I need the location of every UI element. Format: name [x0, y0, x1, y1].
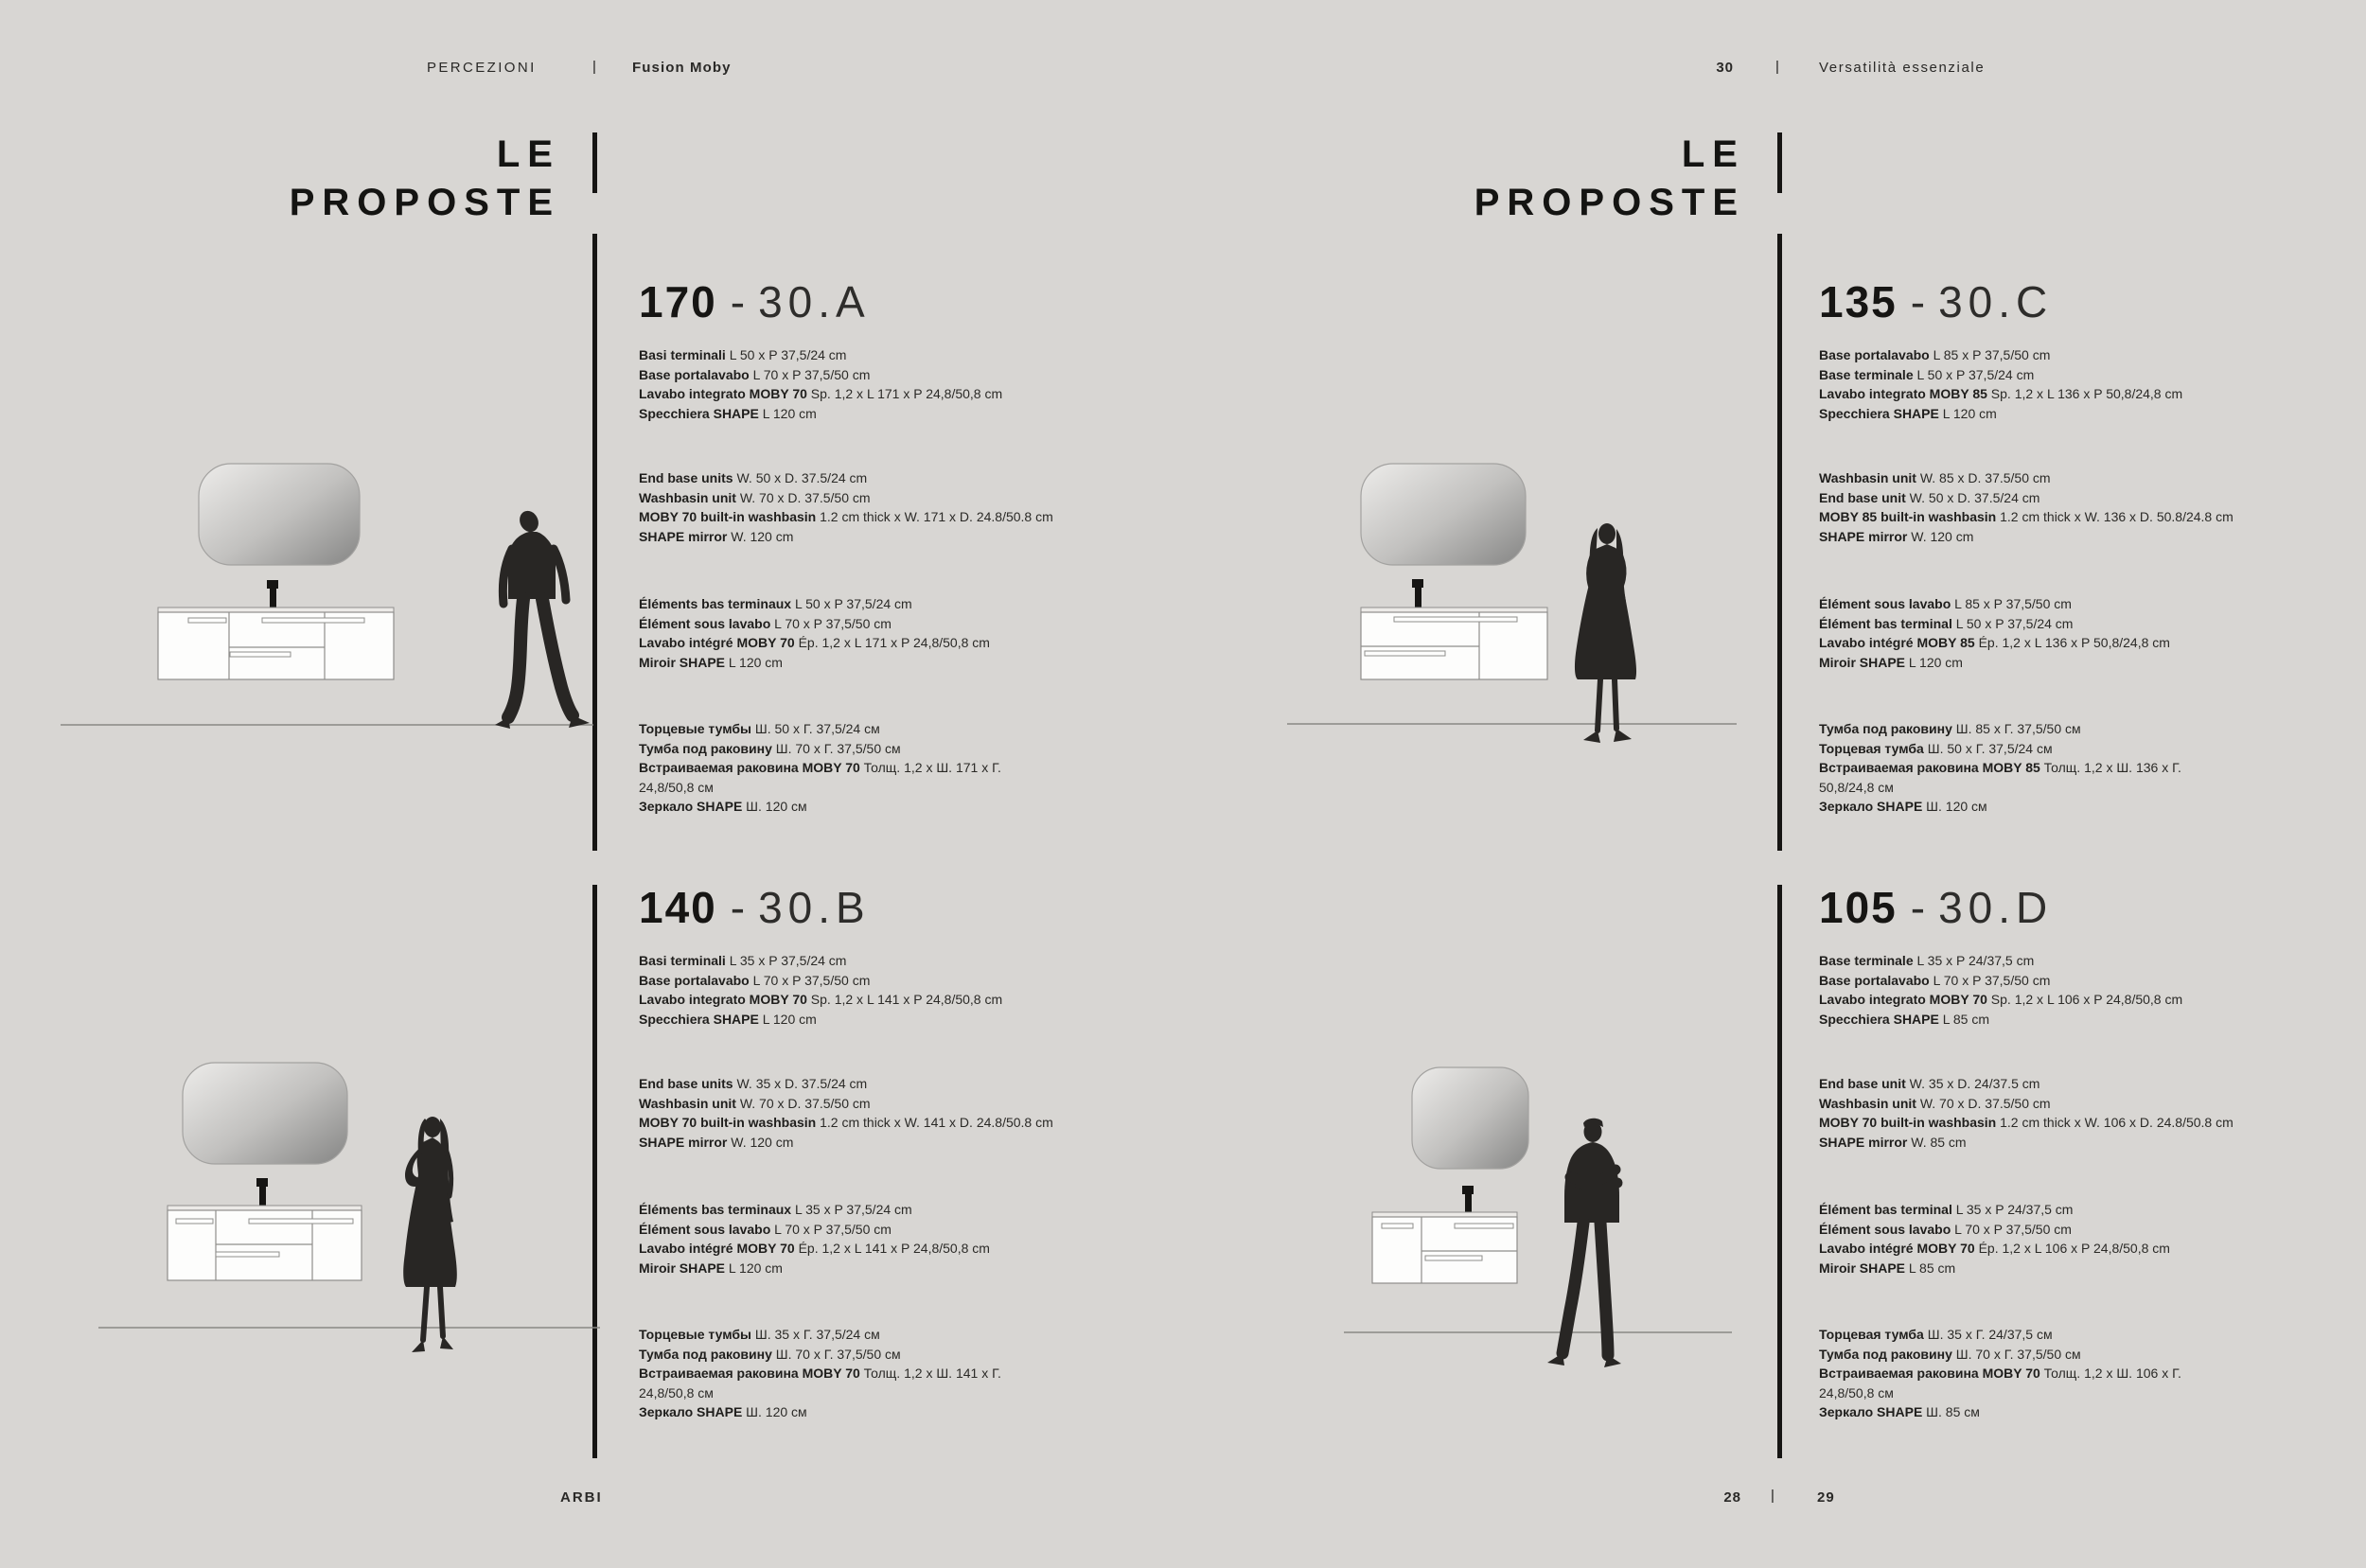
- spec-value: L 70 x P 37,5/50 cm: [1929, 972, 2051, 988]
- specs-french: [1819, 594, 2240, 672]
- spec-line: [1819, 653, 2240, 673]
- proposal-size: 135: [1819, 277, 1898, 326]
- spec-value: W. 70 x D. 37.5/50 cm: [735, 489, 871, 505]
- spec-line: [1819, 404, 2240, 424]
- spec-line: [639, 1325, 1060, 1345]
- spec-value: L 70 x P 37,5/50 cm: [770, 615, 892, 631]
- proposal-30b: [639, 883, 1060, 1472]
- spec-value: Ш. 70 х Г. 37,5/50 см: [771, 1346, 901, 1362]
- specs-french: [639, 594, 1060, 672]
- spec-label: SHAPE mirror: [1819, 528, 1908, 544]
- spec-value: L 50 x P 37,5/24 cm: [1951, 615, 2074, 631]
- spec-value: Ш. 35 х Г. 24/37,5 см: [1923, 1327, 2053, 1342]
- spec-label: MOBY 70 built-in washbasin: [639, 1115, 817, 1130]
- spec-line: [639, 527, 1060, 547]
- illustration-30a: [61, 445, 595, 766]
- footer-separator: |: [1771, 1488, 1774, 1504]
- lede-line2: PROPOSTE: [289, 182, 560, 223]
- spec-value: L 70 x P 37,5/50 cm: [770, 1221, 892, 1237]
- spec-value: Толщ. 1,2 х Ш. 106 х Г. 24,8/50,8 см: [1819, 1365, 2181, 1401]
- spec-label: Base portalavabo: [639, 972, 750, 988]
- spec-value: Ш. 85 см: [1922, 1404, 1980, 1419]
- specs-english: [1819, 468, 2240, 546]
- spec-value: Толщ. 1,2 х Ш. 171 х Г. 24,8/50,8 см: [639, 760, 1001, 795]
- specs-english: [639, 468, 1060, 546]
- spec-label: MOBY 70 built-in washbasin: [639, 509, 817, 524]
- header-separator-right: |: [1775, 59, 1779, 75]
- spec-line: [639, 1200, 1060, 1220]
- lede-line1: LE: [496, 133, 560, 175]
- spec-line: [639, 633, 1060, 653]
- spec-line: [639, 1345, 1060, 1365]
- proposal-dash: -: [1910, 883, 1926, 932]
- spec-value: L 50 x P 37,5/24 cm: [1913, 366, 2035, 382]
- spec-line: [1819, 1402, 2240, 1422]
- spec-value: Ш. 70 х Г. 37,5/50 см: [771, 740, 901, 756]
- specs-russian: [639, 1325, 1060, 1422]
- spec-line: [639, 1010, 1060, 1030]
- spec-value: L 120 cm: [1905, 654, 1963, 670]
- spec-line: [639, 1133, 1060, 1153]
- spec-value: W. 120 cm: [727, 1134, 794, 1150]
- spec-label: Washbasin unit: [639, 1095, 736, 1111]
- spec-label: Élément sous lavabo: [639, 1221, 771, 1237]
- proposal-size: 170: [639, 277, 717, 326]
- figure-woman-standing: [1575, 523, 1636, 743]
- spec-value: Ш. 35 х Г. 37,5/24 см: [751, 1327, 880, 1342]
- spec-value: Sp. 1,2 x L 136 x P 50,8/24,8 cm: [1986, 386, 2183, 401]
- spec-value: Ш. 50 х Г. 37,5/24 см: [1923, 740, 2053, 756]
- spec-label: Base terminale: [1819, 366, 1914, 382]
- spec-line: [1819, 633, 2240, 653]
- spec-label: Washbasin unit: [639, 489, 736, 505]
- faucet-icon: [1462, 1186, 1474, 1214]
- spec-label: Miroir SHAPE: [1819, 1260, 1906, 1276]
- spec-value: W. 85 cm: [1907, 1134, 1967, 1150]
- spec-value: 1.2 cm thick x W. 106 x D. 24.8/50.8 cm: [1996, 1115, 2234, 1130]
- spec-line: [639, 365, 1060, 385]
- spec-line: [1819, 1239, 2240, 1259]
- illustration-30b: [98, 1039, 609, 1372]
- spec-value: Ép. 1,2 x L 106 x P 24,8/50,8 cm: [1974, 1241, 2170, 1256]
- specs-french: [1819, 1200, 2240, 1277]
- spec-line: [639, 739, 1060, 759]
- spec-label: Встраиваемая раковина MOBY 85: [1819, 760, 2040, 775]
- spec-label: End base units: [639, 470, 733, 485]
- spec-value: 1.2 cm thick x W. 136 x D. 50.8/24.8 cm: [1996, 509, 2234, 524]
- spec-line: [1819, 1200, 2240, 1220]
- spec-line: [639, 488, 1060, 508]
- shape-mirror: [183, 1063, 347, 1164]
- spec-line: [639, 719, 1060, 739]
- spec-line: [639, 614, 1060, 634]
- spec-line: [639, 507, 1060, 527]
- spec-label: Miroir SHAPE: [1819, 654, 1906, 670]
- specs-italian: [1819, 345, 2240, 423]
- spec-label: Base portalavabo: [1819, 347, 1930, 362]
- spec-value: L 120 cm: [1938, 405, 1997, 421]
- spec-line: [1819, 1364, 2240, 1402]
- spec-label: Washbasin unit: [1819, 470, 1916, 485]
- header-eyebrow: PERCEZIONI: [427, 60, 537, 76]
- spec-value: W. 50 x D. 37.5/24 cm: [1905, 489, 2040, 505]
- spec-label: Тумба под раковину: [1819, 721, 1952, 736]
- spec-line: [1819, 739, 2240, 759]
- spec-line: [639, 404, 1060, 424]
- spec-line: [1819, 614, 2240, 634]
- footer-page-right: 29: [1817, 1489, 1835, 1506]
- spec-label: Тумба под раковину: [1819, 1346, 1952, 1362]
- spec-line: [639, 384, 1060, 404]
- shape-mirror: [1412, 1067, 1528, 1169]
- specs-english: [639, 1074, 1060, 1152]
- spec-label: Lavabo intégré MOBY 70: [1819, 1241, 1975, 1256]
- spec-value: W. 120 cm: [727, 528, 794, 544]
- spec-label: Встраиваемая раковина MOBY 70: [1819, 1365, 2040, 1381]
- shape-mirror: [1361, 464, 1526, 565]
- spec-value: L 35 x P 37,5/24 cm: [791, 1202, 912, 1217]
- spec-value: Ш. 120 см: [1922, 799, 1987, 814]
- spec-line: [1819, 365, 2240, 385]
- spec-label: SHAPE mirror: [639, 1134, 728, 1150]
- spec-label: Specchiera SHAPE: [1819, 405, 1939, 421]
- spec-label: Lavabo integrato MOBY 70: [639, 992, 807, 1007]
- spec-value: Толщ. 1,2 х Ш. 141 х Г. 24,8/50,8 см: [639, 1365, 1001, 1401]
- spec-label: Lavabo intégré MOBY 85: [1819, 635, 1975, 650]
- spec-value: Ép. 1,2 x L 136 x P 50,8/24,8 cm: [1974, 635, 2170, 650]
- illustration-30d: [1344, 1039, 1779, 1372]
- spec-value: Sp. 1,2 x L 106 x P 24,8/50,8 cm: [1986, 992, 2183, 1007]
- spec-value: Ш. 120 см: [742, 1404, 807, 1419]
- spec-label: Specchiera SHAPE: [639, 405, 759, 421]
- spec-label: SHAPE mirror: [639, 528, 728, 544]
- spec-value: L 50 x P 37,5/24 cm: [791, 596, 912, 611]
- spec-line: [639, 1259, 1060, 1278]
- spec-label: Торцевые тумбы: [639, 1327, 751, 1342]
- spec-value: W. 35 x D. 24/37.5 cm: [1905, 1076, 2040, 1091]
- specs-italian: [1819, 951, 2240, 1029]
- spec-label: End base unit: [1819, 1076, 1906, 1091]
- spec-value: L 85 cm: [1905, 1260, 1956, 1276]
- spec-label: Встраиваемая раковина MOBY 70: [639, 1365, 860, 1381]
- spec-line: [639, 758, 1060, 797]
- spec-value: L 70 x P 37,5/50 cm: [749, 366, 871, 382]
- spec-label: Lavabo intégré MOBY 70: [639, 1241, 795, 1256]
- spec-label: Зеркало SHAPE: [639, 799, 743, 814]
- proposal-30d: [1819, 883, 2240, 1472]
- spec-line: [639, 951, 1060, 971]
- spec-line: [1819, 527, 2240, 547]
- lede-heading-right: [1469, 131, 1745, 227]
- spec-label: Base portalavabo: [639, 366, 750, 382]
- spec-label: Élément sous lavabo: [639, 615, 771, 631]
- spec-value: Ép. 1,2 x L 171 x P 24,8/50,8 cm: [794, 635, 990, 650]
- spec-value: L 35 x P 24/37,5 cm: [1913, 953, 2035, 968]
- spec-line: [1819, 1074, 2240, 1094]
- spec-value: L 70 x P 37,5/50 cm: [749, 972, 871, 988]
- washbasin-cabinet: [1361, 608, 1547, 679]
- spec-label: Торцевая тумба: [1819, 1327, 1924, 1342]
- spec-label: Lavabo intégré MOBY 70: [639, 635, 795, 650]
- proposal-title: [1819, 883, 2240, 932]
- spec-label: End base units: [639, 1076, 733, 1091]
- spec-value: L 120 cm: [725, 1260, 783, 1276]
- spec-line: [1819, 384, 2240, 404]
- spec-value: Ш. 50 х Г. 37,5/24 см: [751, 721, 880, 736]
- proposal-30a: [639, 277, 1060, 867]
- spec-line: [639, 797, 1060, 817]
- spec-label: Встраиваемая раковина MOBY 70: [639, 760, 860, 775]
- spec-label: Торцевая тумба: [1819, 740, 1924, 756]
- spec-line: [1819, 758, 2240, 797]
- spec-label: Base portalavabo: [1819, 972, 1930, 988]
- spec-line: [1819, 468, 2240, 488]
- faucet-icon: [1412, 579, 1423, 608]
- spec-label: Тумба под раковину: [639, 1346, 772, 1362]
- spec-value: L 85 cm: [1938, 1011, 1990, 1027]
- proposal-size: 105: [1819, 883, 1898, 932]
- proposal-code: 30.C: [1938, 277, 2054, 326]
- lede-line2: PROPOSTE: [1474, 182, 1745, 223]
- figure-woman-hand-on-hip: [403, 1117, 457, 1352]
- spec-label: SHAPE mirror: [1819, 1134, 1908, 1150]
- spec-label: Lavabo integrato MOBY 70: [639, 386, 807, 401]
- spec-value: L 70 x P 37,5/50 cm: [1951, 1221, 2072, 1237]
- spec-value: L 120 cm: [758, 1011, 817, 1027]
- footer-brand: ARBI: [560, 1489, 603, 1506]
- spec-label: Basi terminali: [639, 953, 726, 968]
- spec-label: Зеркало SHAPE: [1819, 1404, 1923, 1419]
- proposal-size: 140: [639, 883, 717, 932]
- spec-value: L 120 cm: [758, 405, 817, 421]
- spec-line: [639, 468, 1060, 488]
- spec-label: Specchiera SHAPE: [639, 1011, 759, 1027]
- specs-italian: [639, 951, 1060, 1029]
- washbasin-cabinet: [168, 1206, 362, 1280]
- spec-line: [639, 1239, 1060, 1259]
- proposal-dash: -: [1910, 277, 1926, 326]
- spec-label: Зеркало SHAPE: [1819, 799, 1923, 814]
- header-book-title: Fusion Moby: [632, 60, 732, 76]
- spec-line: [1819, 488, 2240, 508]
- proposal-code: 30.A: [758, 277, 871, 326]
- proposal-code: 30.D: [1938, 883, 2054, 932]
- spec-line: [1819, 345, 2240, 365]
- spec-value: L 35 x P 24/37,5 cm: [1951, 1202, 2074, 1217]
- spec-line: [639, 1074, 1060, 1094]
- specs-russian: [639, 719, 1060, 817]
- spec-line: [1819, 1010, 2240, 1030]
- illustration-30c: [1287, 445, 1779, 766]
- spec-line: [639, 1113, 1060, 1133]
- spec-label: Élément bas terminal: [1819, 1202, 1952, 1217]
- spec-label: End base unit: [1819, 489, 1906, 505]
- spec-value: W. 70 x D. 37.5/50 cm: [735, 1095, 871, 1111]
- spec-label: Торцевые тумбы: [639, 721, 751, 736]
- spec-line: [639, 1402, 1060, 1422]
- spec-value: L 85 x P 37,5/50 cm: [1951, 596, 2072, 611]
- spec-line: [639, 990, 1060, 1010]
- specs-italian: [639, 345, 1060, 423]
- lede-rule-right: [1777, 132, 1782, 193]
- lede-line1: LE: [1681, 133, 1745, 175]
- spec-label: Éléments bas terminaux: [639, 1202, 792, 1217]
- spec-label: Élément sous lavabo: [1819, 1221, 1951, 1237]
- spec-value: L 35 x P 37,5/24 cm: [725, 953, 847, 968]
- spec-line: [1819, 1259, 2240, 1278]
- washbasin-cabinet: [158, 608, 394, 679]
- spec-line: [639, 1094, 1060, 1114]
- spec-value: 1.2 cm thick x W. 141 x D. 24.8/50.8 cm: [816, 1115, 1053, 1130]
- spec-line: [1819, 719, 2240, 739]
- spec-line: [639, 1364, 1060, 1402]
- spec-label: Élément bas terminal: [1819, 615, 1952, 631]
- spec-label: Miroir SHAPE: [639, 1260, 726, 1276]
- proposal-dash: -: [730, 883, 746, 932]
- spec-label: Specchiera SHAPE: [1819, 1011, 1939, 1027]
- spec-label: MOBY 70 built-in washbasin: [1819, 1115, 1997, 1130]
- spec-value: L 85 x P 37,5/50 cm: [1929, 347, 2051, 362]
- proposal-title: [639, 277, 1060, 326]
- spec-line: [639, 345, 1060, 365]
- proposal-30c: [1819, 277, 2240, 867]
- spec-label: Éléments bas terminaux: [639, 596, 792, 611]
- spec-value: W. 70 x D. 37.5/50 cm: [1916, 1095, 2051, 1111]
- header-chapter: Versatilità essenziale: [1819, 60, 1986, 76]
- spec-label: MOBY 85 built-in washbasin: [1819, 509, 1997, 524]
- spec-label: Lavabo integrato MOBY 70: [1819, 992, 1987, 1007]
- spec-line: [1819, 1220, 2240, 1240]
- spec-line: [639, 1220, 1060, 1240]
- spec-label: Зеркало SHAPE: [639, 1404, 743, 1419]
- header-separator-left: |: [592, 59, 596, 75]
- faucet-icon: [256, 1178, 268, 1207]
- spec-line: [1819, 971, 2240, 991]
- spec-line: [1819, 1345, 2240, 1365]
- spec-value: L 120 cm: [725, 654, 783, 670]
- proposal-dash: -: [730, 277, 746, 326]
- spec-value: W. 120 cm: [1907, 528, 1974, 544]
- proposal-title: [1819, 277, 2240, 326]
- spec-line: [1819, 594, 2240, 614]
- spec-value: Sp. 1,2 x L 141 x P 24,8/50,8 cm: [806, 992, 1003, 1007]
- shape-mirror: [199, 464, 360, 565]
- specs-english: [1819, 1074, 2240, 1152]
- spec-value: 1.2 cm thick x W. 171 x D. 24.8/50.8 cm: [816, 509, 1053, 524]
- spec-line: [1819, 1325, 2240, 1345]
- spec-value: Ép. 1,2 x L 141 x P 24,8/50,8 cm: [794, 1241, 990, 1256]
- spec-label: Miroir SHAPE: [639, 654, 726, 670]
- washbasin-cabinet: [1372, 1212, 1517, 1283]
- spec-value: Sp. 1,2 x L 171 x P 24,8/50,8 cm: [806, 386, 1003, 401]
- spec-line: [1819, 1094, 2240, 1114]
- spec-line: [1819, 951, 2240, 971]
- spec-value: W. 35 x D. 37.5/24 cm: [733, 1076, 868, 1091]
- spec-line: [1819, 797, 2240, 817]
- lede-heading-left: [284, 131, 560, 227]
- spec-label: Élément sous lavabo: [1819, 596, 1951, 611]
- spec-line: [1819, 507, 2240, 527]
- spec-value: Ш. 120 см: [742, 799, 807, 814]
- figure-man-standing: [495, 507, 590, 729]
- spec-value: W. 85 x D. 37.5/50 cm: [1916, 470, 2051, 485]
- spec-label: Lavabo integrato MOBY 85: [1819, 386, 1987, 401]
- proposal-code: 30.B: [758, 883, 871, 932]
- footer-page-left: 28: [1723, 1489, 1741, 1506]
- spec-line: [639, 653, 1060, 673]
- spec-value: Толщ. 1,2 х Ш. 136 х Г. 50,8/24,8 см: [1819, 760, 2181, 795]
- spec-line: [639, 594, 1060, 614]
- spec-value: Ш. 70 х Г. 37,5/50 см: [1951, 1346, 2081, 1362]
- proposal-title: [639, 883, 1060, 932]
- spec-label: Washbasin unit: [1819, 1095, 1916, 1111]
- specs-russian: [1819, 1325, 2240, 1422]
- figure-man-arms-crossed: [1547, 1119, 1621, 1367]
- spec-label: Base terminale: [1819, 953, 1914, 968]
- specs-french: [639, 1200, 1060, 1277]
- spec-line: [1819, 1133, 2240, 1153]
- header-page-number: 30: [1716, 60, 1734, 76]
- spec-label: Тумба под раковину: [639, 740, 772, 756]
- spec-value: Ш. 85 х Г. 37,5/50 см: [1951, 721, 2081, 736]
- spec-value: W. 50 x D. 37.5/24 cm: [733, 470, 868, 485]
- specs-russian: [1819, 719, 2240, 817]
- faucet-icon: [267, 580, 278, 608]
- spec-line: [639, 971, 1060, 991]
- lede-rule-left: [592, 132, 597, 193]
- spec-line: [1819, 1113, 2240, 1133]
- spec-value: L 50 x P 37,5/24 cm: [725, 347, 847, 362]
- spec-label: Basi terminali: [639, 347, 726, 362]
- spec-line: [1819, 990, 2240, 1010]
